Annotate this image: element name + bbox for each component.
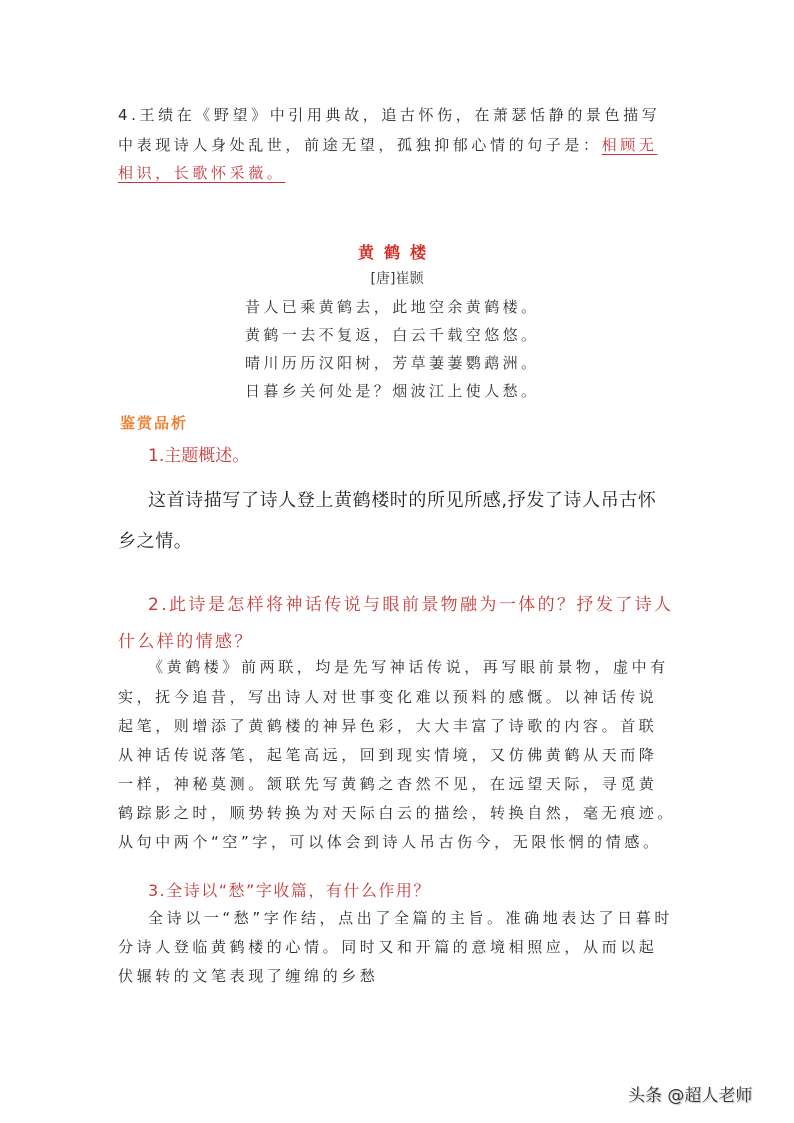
question-2-body-line: 起笔，则增添了黄鹤楼的神异色彩，大大丰富了诗歌的内容。首联 <box>118 717 658 735</box>
question-2-title-line: 什么样的情感？ <box>118 632 254 652</box>
poem-line: 日暮乡关何处是？烟波江上使人愁。 <box>245 382 540 400</box>
answer-text-part-1: 相顾无 <box>601 136 658 154</box>
question-2-body-line: 实，抚今追昔，写出诗人对世事变化难以预料的感慨。以神话传说 <box>118 688 658 706</box>
question-2-title-line: 2.此诗是怎样将神话传说与眼前景物融为一体的？抒发了诗人 <box>148 595 674 615</box>
question-2-body-line: 《黄鹤楼》前两联，均是先写神话传说，再写眼前景物，虚中有 <box>148 658 669 676</box>
question-4-line-3 <box>118 162 285 183</box>
poem-title: 黄鹤楼 <box>357 243 436 262</box>
question-2-body-line: 从句中两个“空”字，可以体会到诗人吊古伤今，无限怅惘的情感。 <box>118 833 662 851</box>
question-4-text: 中表现诗人身处乱世，前途无望，孤独抑郁心情的句子是： <box>118 136 602 154</box>
poem-author: [唐]崔颢 <box>370 271 424 287</box>
question-4-line-1: 4.王绩在《野望》中引用典故，追古怀伤，在萧瑟恬静的景色描写 <box>118 106 661 124</box>
question-4-line-2 <box>118 134 657 155</box>
section-heading-appreciation: 鉴赏品析 <box>120 414 189 432</box>
question-2-body-line: 从神话传说落笔，起笔高远，回到现实情境，又仿佛黄鹤从天而降 <box>118 746 658 764</box>
question-2-body-line: 一样，神秘莫测。颔联先写黄鹤之杳然不见，在远望天际，寻觅黄 <box>118 775 658 793</box>
question-1-title: 1.主题概述。 <box>148 446 250 466</box>
question-1-body-line: 乡之情。 <box>118 531 193 552</box>
question-3-title: 3.全诗以“愁”字收篇，有什么作用？ <box>148 881 431 900</box>
question-3-body-line: 全诗以一“愁”字作结，点出了全篇的主旨。准确地表达了日暮时 <box>148 909 673 927</box>
watermark: 头条 @超人老师 <box>628 1086 753 1106</box>
question-3-body-line: 分诗人登临黄鹤楼的心情。同时又和开篇的意境相照应，从而以起 <box>118 938 658 956</box>
question-3-body-line: 伏辗转的文笔表现了缠绵的乡愁 <box>118 967 379 985</box>
question-2-body-line: 鹤踪影之时，顺势转换为对天际白云的描绘，转换自然，毫无痕迹。 <box>118 804 677 822</box>
poem-line: 昔人已乘黄鹤去，此地空余黄鹤楼。 <box>245 298 540 316</box>
poem-line: 晴川历历汉阳树，芳草萋萋鹦鹉洲。 <box>245 354 540 372</box>
poem-line: 黄鹤一去不复返，白云千载空悠悠。 <box>245 326 540 344</box>
answer-text-part-2: 相识，长歌怀采薇。 <box>118 164 286 182</box>
question-1-body-line: 这首诗描写了诗人登上黄鹤楼时的所见所感,抒发了诗人吊古怀 <box>148 490 657 511</box>
